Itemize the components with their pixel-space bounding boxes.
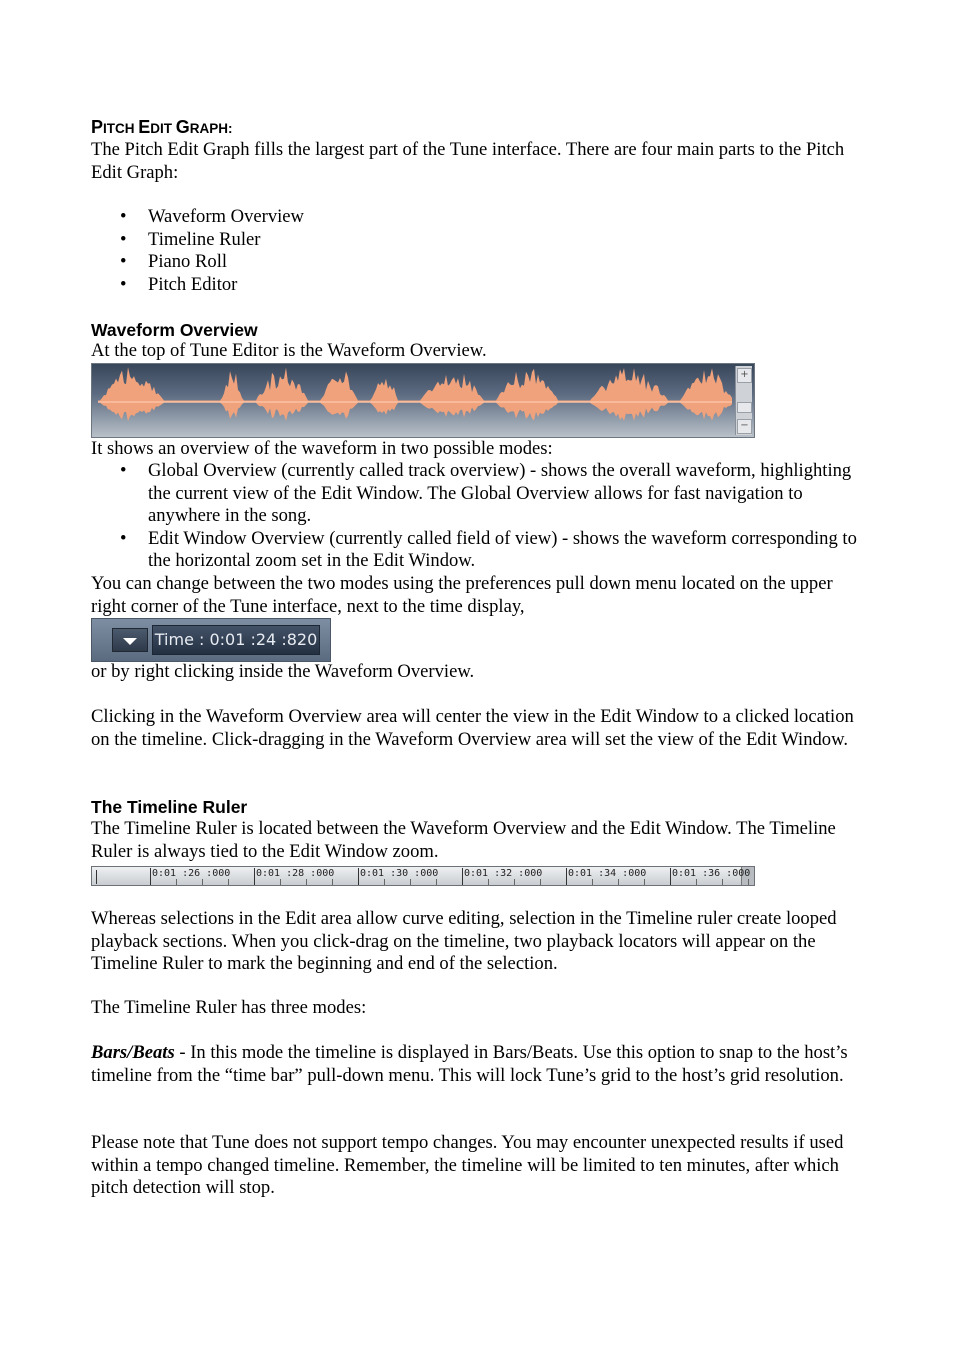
parts-list <box>91 206 304 296</box>
ruler-minor-tick <box>228 879 229 885</box>
list-item: • Waveform Overview <box>120 206 304 227</box>
list-item: • Piano Roll <box>120 251 228 273</box>
ruler-label: 0:01 :34 :000 <box>568 868 647 879</box>
ruler-minor-tick <box>722 879 723 885</box>
section-intro: The Pitch Edit Graph fills the largest part of the Tune interface. There are four main parts to the Pitch Edit Graph: <box>91 139 845 183</box>
waveform-overview[interactable] <box>91 363 755 438</box>
ruler-minor-tick <box>306 879 307 885</box>
ruler-minor-tick <box>540 879 541 885</box>
ruler-label: 0:01 :32 :000 <box>464 868 543 879</box>
ruler-minor-tick <box>176 879 177 885</box>
ruler-minor-tick <box>280 879 281 885</box>
ruler-label: 0:01 :36 :000 <box>672 868 751 879</box>
preferences-dropdown-button[interactable] <box>112 628 148 652</box>
ruler-heading: The Timeline Ruler <box>91 797 248 817</box>
section-title: PITCH EDIT GRAPH: <box>91 117 233 137</box>
modes-list <box>91 460 871 573</box>
ruler-tick <box>358 868 359 885</box>
ruler-minor-tick <box>748 879 749 885</box>
ruler-minor-tick <box>384 879 385 885</box>
ruler-tick <box>670 868 671 885</box>
waveform-heading: Waveform Overview <box>91 320 258 340</box>
ruler-label: 0:01 :30 :000 <box>360 868 439 879</box>
click-text: Clicking in the Waveform Overview area will center the view in the Edit Window to a clicked location on the timeline. Click-dragging in the Waveform Overview area will set the view of the Edit Window. <box>91 706 854 750</box>
ruler-minor-tick <box>410 879 411 885</box>
tempo-note-text: Please note that Tune does not support tempo changes. You may encounter unexpected results if used within a tempo changed timeline. Remember, the timeline will be limited to ten minutes, after which pitch detection will stop. <box>91 1132 844 1199</box>
timeline-ruler[interactable] <box>91 866 755 886</box>
ruler-minor-tick <box>488 879 489 885</box>
zoom-in-button[interactable]: + <box>737 368 752 383</box>
ruler-tick <box>462 868 463 885</box>
ruler-modes-text: The Timeline Ruler has three modes: <box>91 997 367 1018</box>
ruler-minor-tick <box>332 879 333 885</box>
selection-text: Whereas selections in the Edit area allow curve editing, selection in the Timeline ruler create looped playback sections. When you click-drag on the timeline, two playback locators will appear on the Timeline Ruler to mark the beginning and end of the selection. <box>91 908 837 975</box>
ruler-minor-tick <box>618 879 619 885</box>
modes-intro: It shows an overview of the waveform in two possible modes: <box>91 438 553 459</box>
zoom-out-button[interactable]: − <box>737 419 752 434</box>
list-item: • Timeline Ruler <box>120 228 261 250</box>
chevron-down-icon <box>123 638 137 645</box>
ruler-minor-tick <box>696 879 697 885</box>
time-display: Time : 0:01 :24 :820 <box>152 625 320 655</box>
waveform-scrollbar[interactable] <box>735 366 752 435</box>
change-modes-text: You can change between the two modes using the preferences pull down menu located on the upper right corner of the Tune interface, next to the time display, <box>91 573 833 617</box>
bars-beats-label: Bars/Beats <box>91 1042 175 1063</box>
ruler-minor-tick <box>202 879 203 885</box>
ruler-tick <box>150 868 151 885</box>
ruler-tick <box>254 868 255 885</box>
ruler-label: 0:01 :26 :000 <box>152 868 231 879</box>
ruler-start-tick <box>96 870 97 884</box>
list-item: • Global Overview (currently called track overview) - shows the overall waveform, highlighting the current view of the Edit Window. The Global Overview allows for fast navigation to anywhere in the song. <box>120 460 852 527</box>
time-display-widget <box>91 618 331 662</box>
list-item: • Edit Window Overview (currently called field of view) - shows the waveform corresponding to the horizontal zoom set in the Edit Window. <box>120 527 857 572</box>
scroll-thumb[interactable] <box>737 402 752 413</box>
waveform-shape <box>98 367 732 421</box>
ruler-minor-tick <box>514 879 515 885</box>
ruler-minor-tick <box>436 879 437 885</box>
bars-beats-text: Bars/Beats - In this mode the timeline is displayed in Bars/Beats. Use this option to snap to the host’s timeline from the “time bar” pull-down menu. This will lock Tune’s grid to the host’s grid resolution. <box>91 1042 848 1086</box>
ruler-minor-tick <box>644 879 645 885</box>
ruler-label: 0:01 :28 :000 <box>256 868 335 879</box>
ruler-minor-tick <box>592 879 593 885</box>
waveform-intro: At the top of Tune Editor is the Waveform Overview. <box>91 340 487 361</box>
right-click-text: or by right clicking inside the Waveform Overview. <box>91 661 475 682</box>
ruler-intro: The Timeline Ruler is located between the Waveform Overview and the Edit Window. The Timeline Ruler is always tied to the Edit Window zoom. <box>91 818 836 862</box>
list-item: • Pitch Editor <box>120 273 238 295</box>
ruler-tick <box>566 868 567 885</box>
waveform-display[interactable] <box>92 364 736 437</box>
